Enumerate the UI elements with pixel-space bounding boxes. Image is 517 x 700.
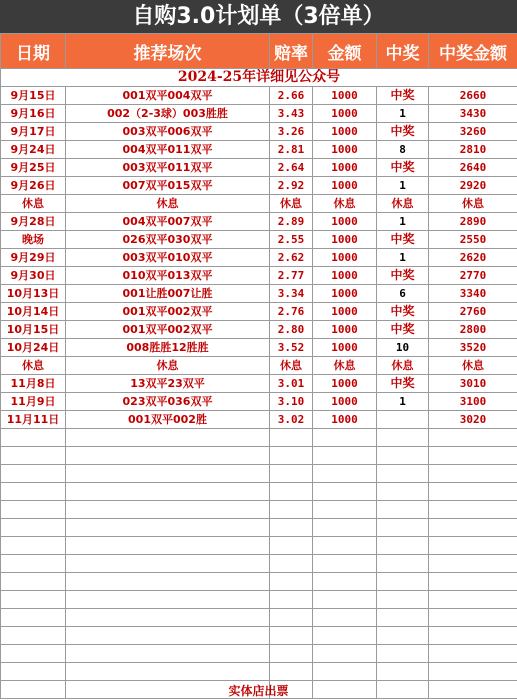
- cell-date: 10月15日: [1, 321, 66, 339]
- table-row: [1, 321, 517, 339]
- cell-date: 休息: [1, 357, 66, 375]
- empty-cell: [313, 591, 377, 609]
- cell-match: 13双平23双平: [66, 375, 270, 393]
- cell-prize: 2890: [429, 213, 517, 231]
- empty-cell: [1, 465, 66, 483]
- cell-date: 休息: [1, 195, 66, 213]
- empty-cell: [429, 591, 517, 609]
- sheet-title: 自购3.0计划单（3倍单）: [0, 0, 517, 33]
- cell-amount: 1000: [313, 87, 377, 105]
- empty-cell: [66, 465, 270, 483]
- cell-date: 9月16日: [1, 105, 66, 123]
- cell-match: 003双平006双平: [66, 123, 270, 141]
- cell-odds: 2.80: [270, 321, 313, 339]
- cell-match: 001双平002胜: [66, 411, 270, 429]
- cell-odds: 休息: [270, 357, 313, 375]
- cell-date: 9月15日: [1, 87, 66, 105]
- cell-won: 中奖: [377, 87, 429, 105]
- cell-match: 007双平015双平: [66, 177, 270, 195]
- subtitle-row: [1, 69, 517, 87]
- table-row: [1, 231, 517, 249]
- empty-cell: [313, 483, 377, 501]
- empty-cell: [377, 447, 429, 465]
- cell-prize: 3020: [429, 411, 517, 429]
- cell-odds: 3.52: [270, 339, 313, 357]
- cell-won: 中奖: [377, 375, 429, 393]
- cell-date: 11月11日: [1, 411, 66, 429]
- plan-table: [0, 33, 517, 699]
- cell-prize: 3100: [429, 393, 517, 411]
- empty-row: [1, 483, 517, 501]
- table-row: [1, 411, 517, 429]
- cell-prize: 2800: [429, 321, 517, 339]
- empty-cell: [313, 609, 377, 627]
- empty-cell: [270, 465, 313, 483]
- cell-odds: 2.81: [270, 141, 313, 159]
- table-row: [1, 267, 517, 285]
- cell-match: 休息: [66, 357, 270, 375]
- empty-cell: [429, 447, 517, 465]
- empty-cell: [270, 591, 313, 609]
- table-row: [1, 393, 517, 411]
- empty-cell: [429, 465, 517, 483]
- cell-match: 003双平010双平: [66, 249, 270, 267]
- cell-won: 中奖: [377, 159, 429, 177]
- cell-prize: 2920: [429, 177, 517, 195]
- table-row: [1, 105, 517, 123]
- empty-cell: [270, 609, 313, 627]
- cell-prize: 休息: [429, 357, 517, 375]
- cell-odds: 2.92: [270, 177, 313, 195]
- cell-date: 10月13日: [1, 285, 66, 303]
- cell-won: 1: [377, 177, 429, 195]
- empty-cell: [429, 519, 517, 537]
- cell-match: 001让胜007让胜: [66, 285, 270, 303]
- empty-cell: [377, 501, 429, 519]
- empty-cell: [377, 483, 429, 501]
- header-match: 推荐场次: [66, 34, 270, 69]
- empty-cell: [1, 591, 66, 609]
- empty-row: [1, 447, 517, 465]
- empty-cell: [429, 645, 517, 663]
- table-row: [1, 141, 517, 159]
- empty-cell: [1, 555, 66, 573]
- cell-date: 10月24日: [1, 339, 66, 357]
- header-won: 中奖: [377, 34, 429, 69]
- empty-cell: [270, 645, 313, 663]
- empty-cell: [313, 645, 377, 663]
- table-row: [1, 195, 517, 213]
- cell-prize: 2660: [429, 87, 517, 105]
- cell-match: 002（2-3球）003胜胜: [66, 105, 270, 123]
- cell-odds: 3.34: [270, 285, 313, 303]
- empty-cell: [1, 483, 66, 501]
- cell-won: 休息: [377, 195, 429, 213]
- cell-odds: 3.02: [270, 411, 313, 429]
- cell-date: 11月9日: [1, 393, 66, 411]
- cell-prize: 2550: [429, 231, 517, 249]
- empty-row: [1, 645, 517, 663]
- cell-prize: 3260: [429, 123, 517, 141]
- cell-won: 1: [377, 393, 429, 411]
- empty-row: [1, 501, 517, 519]
- cell-match: 001双平002双平: [66, 303, 270, 321]
- cell-amount: 1000: [313, 339, 377, 357]
- empty-row: [1, 627, 517, 645]
- empty-cell: [429, 627, 517, 645]
- cell-date: 9月25日: [1, 159, 66, 177]
- empty-cell: [270, 519, 313, 537]
- cell-match: 001双平002双平: [66, 321, 270, 339]
- empty-cell: [377, 645, 429, 663]
- cell-prize: 2770: [429, 267, 517, 285]
- empty-cell: [66, 555, 270, 573]
- empty-cell: [66, 501, 270, 519]
- cell-odds: 2.77: [270, 267, 313, 285]
- empty-cell: [313, 465, 377, 483]
- empty-cell: [1, 609, 66, 627]
- empty-cell: [429, 609, 517, 627]
- cell-won: 中奖: [377, 123, 429, 141]
- header-odds: 赔率: [270, 34, 313, 69]
- empty-cell: [66, 645, 270, 663]
- empty-cell: [377, 573, 429, 591]
- cell-odds: 2.89: [270, 213, 313, 231]
- empty-row: [1, 609, 517, 627]
- cell-match: 008胜胜12胜胜: [66, 339, 270, 357]
- empty-row: [1, 519, 517, 537]
- cell-amount: 1000: [313, 105, 377, 123]
- cell-match: 023双平036双平: [66, 393, 270, 411]
- cell-date: 9月17日: [1, 123, 66, 141]
- cell-won: 10: [377, 339, 429, 357]
- table-row: [1, 159, 517, 177]
- empty-cell: [429, 555, 517, 573]
- cell-prize: 2760: [429, 303, 517, 321]
- empty-cell: [429, 501, 517, 519]
- cell-won: 8: [377, 141, 429, 159]
- empty-cell: [377, 519, 429, 537]
- cell-amount: 1000: [313, 231, 377, 249]
- cell-amount: 1000: [313, 375, 377, 393]
- cell-prize: 2620: [429, 249, 517, 267]
- cell-date: 9月29日: [1, 249, 66, 267]
- empty-cell: [377, 537, 429, 555]
- cell-prize: 3430: [429, 105, 517, 123]
- empty-cell: [313, 537, 377, 555]
- empty-row: [1, 537, 517, 555]
- cell-amount: 1000: [313, 213, 377, 231]
- cell-won: 中奖: [377, 267, 429, 285]
- cell-date: 9月26日: [1, 177, 66, 195]
- cell-match: 004双平011双平: [66, 141, 270, 159]
- table-row: [1, 375, 517, 393]
- empty-cell: [1, 645, 66, 663]
- empty-cell: [313, 663, 377, 681]
- header-date: 日期: [1, 34, 66, 69]
- cell-amount: 1000: [313, 267, 377, 285]
- cell-odds: 2.62: [270, 249, 313, 267]
- cell-won: [377, 411, 429, 429]
- cell-odds: 2.55: [270, 231, 313, 249]
- table-row: [1, 339, 517, 357]
- empty-cell: [66, 519, 270, 537]
- empty-row: [1, 573, 517, 591]
- cell-odds: 3.43: [270, 105, 313, 123]
- empty-cell: [66, 447, 270, 465]
- table-row: [1, 249, 517, 267]
- cell-amount: 1000: [313, 393, 377, 411]
- cell-match: 004双平007双平: [66, 213, 270, 231]
- cell-prize: 3340: [429, 285, 517, 303]
- cell-odds: 2.66: [270, 87, 313, 105]
- cell-match: 休息: [66, 195, 270, 213]
- empty-cell: [313, 447, 377, 465]
- table-row: [1, 303, 517, 321]
- cell-date: 9月24日: [1, 141, 66, 159]
- empty-cell: [270, 429, 313, 447]
- empty-cell: [313, 501, 377, 519]
- cell-match: 001双平004双平: [66, 87, 270, 105]
- empty-cell: [313, 519, 377, 537]
- table-row: [1, 177, 517, 195]
- empty-cell: [1, 501, 66, 519]
- cell-odds: 3.10: [270, 393, 313, 411]
- empty-cell: [66, 591, 270, 609]
- table-row: [1, 123, 517, 141]
- cell-odds: 3.26: [270, 123, 313, 141]
- empty-cell: [429, 573, 517, 591]
- empty-cell: [377, 627, 429, 645]
- empty-cell: [270, 501, 313, 519]
- empty-cell: [313, 573, 377, 591]
- cell-won: 1: [377, 105, 429, 123]
- cell-odds: 3.01: [270, 375, 313, 393]
- empty-cell: [377, 429, 429, 447]
- cell-match: 003双平011双平: [66, 159, 270, 177]
- cell-odds: 2.76: [270, 303, 313, 321]
- empty-cell: [429, 429, 517, 447]
- empty-cell: [377, 465, 429, 483]
- empty-row: [1, 591, 517, 609]
- empty-cell: [270, 537, 313, 555]
- empty-cell: [313, 555, 377, 573]
- empty-cell: [429, 537, 517, 555]
- empty-cell: [270, 483, 313, 501]
- empty-cell: [377, 591, 429, 609]
- empty-cell: [66, 483, 270, 501]
- cell-date: 9月30日: [1, 267, 66, 285]
- cell-amount: 1000: [313, 141, 377, 159]
- table-row: [1, 87, 517, 105]
- cell-amount: 1000: [313, 303, 377, 321]
- cell-won: 1: [377, 213, 429, 231]
- empty-cell: [1, 537, 66, 555]
- empty-cell: [1, 663, 66, 681]
- empty-cell: [313, 429, 377, 447]
- header-row: [1, 34, 517, 69]
- header-prize: 中奖金额: [429, 34, 517, 69]
- cell-odds: 休息: [270, 195, 313, 213]
- cell-date: 9月28日: [1, 213, 66, 231]
- cell-won: 中奖: [377, 231, 429, 249]
- table-row: [1, 357, 517, 375]
- cell-odds: 2.64: [270, 159, 313, 177]
- empty-cell: [66, 663, 270, 681]
- empty-cell: [270, 447, 313, 465]
- empty-cell: [313, 627, 377, 645]
- empty-cell: [377, 555, 429, 573]
- empty-cell: [66, 537, 270, 555]
- empty-row: [1, 465, 517, 483]
- cell-match: 010双平013双平: [66, 267, 270, 285]
- cell-amount: 休息: [313, 195, 377, 213]
- cell-amount: 1000: [313, 123, 377, 141]
- cell-date: 10月14日: [1, 303, 66, 321]
- table-row: [1, 285, 517, 303]
- cell-amount: 1000: [313, 411, 377, 429]
- header-amount: 金额: [313, 34, 377, 69]
- footer-note: 实体店出票: [228, 684, 289, 698]
- empty-cell: [1, 447, 66, 465]
- cell-prize: 休息: [429, 195, 517, 213]
- cell-prize: 2640: [429, 159, 517, 177]
- cell-amount: 休息: [313, 357, 377, 375]
- cell-won: 1: [377, 249, 429, 267]
- empty-row: [1, 429, 517, 447]
- cell-amount: 1000: [313, 249, 377, 267]
- empty-cell: [1, 519, 66, 537]
- cell-won: 中奖: [377, 303, 429, 321]
- empty-cell: [270, 627, 313, 645]
- cell-prize: 3010: [429, 375, 517, 393]
- empty-cell: [66, 429, 270, 447]
- empty-cell: [429, 663, 517, 681]
- cell-amount: 1000: [313, 285, 377, 303]
- cell-amount: 1000: [313, 159, 377, 177]
- empty-cell: [66, 609, 270, 627]
- empty-cell: [377, 663, 429, 681]
- empty-cell: [377, 609, 429, 627]
- cell-won: 中奖: [377, 321, 429, 339]
- cell-date: 11月8日: [1, 375, 66, 393]
- table-row: [1, 213, 517, 231]
- empty-cell: [66, 627, 270, 645]
- cell-amount: 1000: [313, 321, 377, 339]
- empty-cell: [270, 555, 313, 573]
- empty-cell: [429, 483, 517, 501]
- empty-row: [1, 663, 517, 681]
- cell-won: 6: [377, 285, 429, 303]
- cell-prize: 3520: [429, 339, 517, 357]
- empty-cell: [270, 573, 313, 591]
- empty-cell: [270, 663, 313, 681]
- cell-prize: 2810: [429, 141, 517, 159]
- subtitle: 2024-25年详细见公众号: [1, 69, 517, 87]
- cell-date: 晚场: [1, 231, 66, 249]
- cell-won: 休息: [377, 357, 429, 375]
- empty-cell: [66, 573, 270, 591]
- empty-cell: [1, 627, 66, 645]
- empty-cell: [1, 429, 66, 447]
- empty-cell: [1, 573, 66, 591]
- empty-row: [1, 555, 517, 573]
- cell-amount: 1000: [313, 177, 377, 195]
- cell-match: 026双平030双平: [66, 231, 270, 249]
